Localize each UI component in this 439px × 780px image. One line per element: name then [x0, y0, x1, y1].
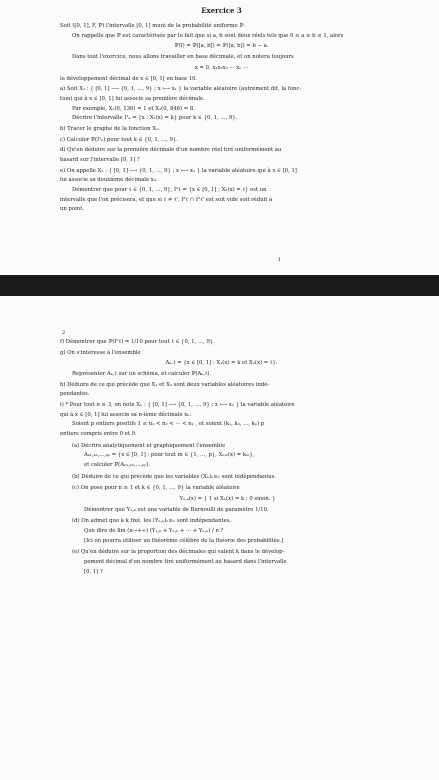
question-line: (d) On admet que à k fixé, les (Yₙ,ₖ)ₙ≥₁ sont indépendantes. [72, 518, 232, 525]
subquestion-b [72, 474, 383, 482]
question-d [60, 147, 383, 164]
question-line: b) Tracer le graphe de la fonction X₁. [60, 125, 160, 132]
question-line: (e) Qu'en déduire sur la proportion des décimales qui valent k dans le dévelop- [72, 549, 285, 556]
question-line: [0, 1] ? [84, 568, 103, 575]
question-line: c) Calculer ℙ(I¹ₖ) pour tout k ∈ {0, 1, ..., 9}. [60, 136, 178, 143]
question-line: h) Déduire de ce qui précède que X₁ et X₂ sont deux variables aléatoires indé- [60, 381, 270, 388]
question-i [60, 402, 383, 576]
formula-bernoulli: Yₙ,ₖ(x) = { 1 si Xₙ(x) = k ; 0 sinon. } [179, 496, 276, 503]
document-page-1 [0, 0, 439, 275]
question-line: intervalle que l'on précisera, et que si ℓ ≠ ℓ', I²ℓ ∩ I²ℓ' est soit vide soit réduit à [60, 196, 273, 203]
question-line: hasard sur l'intervalle [0, 1] ? [60, 156, 140, 163]
question-c [60, 137, 383, 145]
question-line: [Ici on pourra utiliser un théorème célèbre de la théorie des probabilités.] [84, 537, 284, 544]
question-line: a) Soit X₁ : { [0, 1] ⟶ {0, 1, ..., 9} ; x ⟼ x₁ } la variable aléatoire (autrement dit, la fonc- [60, 86, 302, 93]
question-line: d) Qu'en déduire sur la première décimale d'un nombre réel tiré uniformément au [60, 147, 282, 154]
question-line: Démontrer que Yₙ,ₖ est une variable de Bernoulli de paramètre 1/10. [84, 506, 269, 513]
question-line: Représenter Aₖ,ℓ sur un schéma, et calculer ℙ(Aₖ,ℓ). [72, 371, 212, 378]
question-line: Que dire de lim (n→+∞) (Y₁,ₖ + Y₂,ₖ + ··· + Yₙ,ₖ) / n ? [84, 528, 224, 535]
formula-set-a: Aₖ,ℓ = {x ∈ [0, 1] : X₁(x) = k et X₂(x) = ℓ}. [165, 360, 278, 367]
question-line: (b) Déduire de ce qui précède que les variables (Xₙ)ₙ≥₁ sont indépendantes. [72, 473, 277, 480]
subquestion-c [72, 485, 383, 514]
question-line: Soient p entiers positifs 1 ≤ n₁ < n₂ < ··· < nₚ , et soient (k₁, k₂, ..., kₚ) p [72, 421, 265, 428]
intro-line: le développement décimal de x ∈ [0, 1[ en base 10. [60, 75, 198, 82]
question-h [60, 382, 383, 399]
page-number: 1 [278, 257, 282, 263]
question-line: Démontrer que pour ℓ ∈ {0, 1, ..., 9}, I²ℓ = {x ∈ [0, 1] ; X₂(x) = ℓ} est un [72, 186, 267, 193]
question-line: f) Démontrer que ℙ(I²ℓ) = 1/10 pour tout ℓ ∈ {0, 1, ..., 9}. [60, 339, 215, 345]
question-line: i) * Pour tout n ≥ 3, on note Xₙ : { [0, 1] ⟶ {0, 1, ..., 9} ; x ⟼ xₙ } la variable aléatoire [60, 402, 295, 409]
page-number: 2 [62, 330, 66, 336]
question-line: g) On s'intéresse à l'ensemble [60, 349, 141, 356]
question-line: qui à x ∈ [0, 1] lui associe sa n-ième décimale xₙ. [60, 411, 192, 418]
intro-line: Dans tout l'exercice, nous allons travailler en base décimale, et on notera toujours [72, 54, 294, 61]
question-line: Décrire l'intervalle I¹ₖ = {x : X₁(x) = k} pour k ∈ {0, 1, ..., 9}. [72, 115, 238, 122]
subquestion-d [72, 518, 383, 545]
question-line: un point. [60, 206, 85, 213]
subquestion-a [72, 443, 383, 470]
formula-decimal-expansion: x = 0, x₁x₂x₃ ··· xₙ ··· [194, 64, 249, 71]
question-b [60, 126, 383, 134]
question-line: entiers compris entre 0 et 9. [60, 431, 137, 438]
question-line: Aₖ₁,ₖ₂,...,ₖₚ = {x ∈ [0, 1] : pour tout m ∈ {1, ..., p}, Xₙₘ(x) = kₘ}, [84, 452, 255, 459]
question-line: pendantes. [60, 391, 90, 398]
document-page-2 [0, 296, 439, 780]
question-line: Par exemple, X₁(0, 136) = 1 et X₁(0, 846) = 8. [72, 105, 195, 112]
intro-line: Soit ([0, 1], F, ℙ) l'intervalle [0, 1] muni de la probabilité uniforme ℙ. [60, 23, 246, 30]
question-g [60, 350, 383, 379]
question-a [60, 86, 383, 123]
question-line: e) On appelle X₂ : { [0, 1] ⟶ {0, 1, ..., 9} ; x ⟼ x₂ } la variable aléatoire qui à x ∈ [0, 1] [60, 167, 297, 174]
intro-line: On rappelle que ℙ est caractérisée par le fait que si a, b sont deux réels tels que 0 ≤ a ≤ b ≤ 1, alors [72, 32, 344, 39]
question-line: lui associe sa deuxième décimale x₂. [60, 177, 158, 184]
subquestion-e [72, 549, 383, 576]
exercise-title: Exercice 3 [201, 6, 242, 15]
question-e [60, 168, 383, 214]
question-line: tion) qui à x ∈ [0, 1] lui associe sa première décimale. [60, 95, 205, 102]
question-line: (a) Décrire analytiquement et graphiquement l'ensemble [72, 442, 226, 449]
question-line: et calculer ℙ(Aₖ₁,ₖ₂,...,ₖₚ). [84, 462, 151, 469]
question-f [60, 339, 383, 347]
question-line: (c) On pose pour n ≥ 1 et k ∈ {0, 1, ..., 9} la variable aléatoire [72, 485, 240, 492]
question-line: pement décimal d'un nombre tiré uniformément au hasard dans l'intervalle [84, 559, 287, 566]
formula-probability: ℙ(I) = ℙ([a, b[) = ℙ(]a, b]) = b − a. [174, 43, 269, 50]
